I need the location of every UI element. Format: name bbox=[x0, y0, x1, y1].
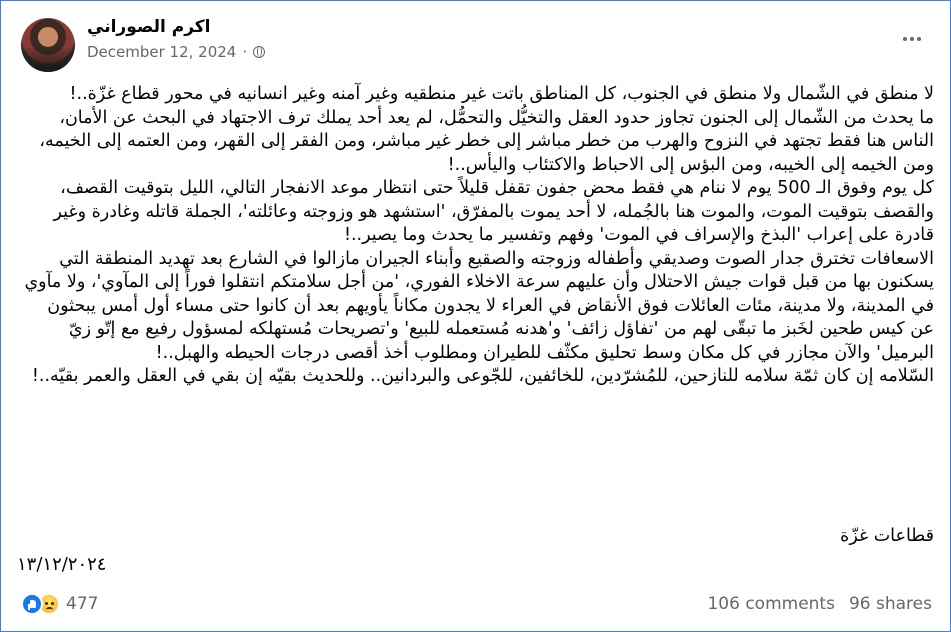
more-icon-dot bbox=[917, 37, 921, 41]
post-signature: قطاعات غزّة bbox=[840, 526, 934, 546]
shares-count[interactable]: 96 shares bbox=[848, 594, 932, 614]
author-block bbox=[87, 17, 265, 61]
more-icon-dot bbox=[903, 37, 907, 41]
post-date[interactable]: December 12, 2024 bbox=[87, 43, 237, 61]
engagement-stats bbox=[707, 594, 932, 614]
reaction-icons bbox=[21, 593, 60, 615]
like-icon bbox=[21, 593, 43, 615]
post-header bbox=[21, 15, 930, 75]
post-meta bbox=[87, 43, 265, 61]
meta-separator: · bbox=[242, 43, 248, 61]
author-name[interactable]: اكرم الصوراني bbox=[87, 17, 211, 37]
reaction-count: 477 bbox=[66, 594, 99, 614]
comments-count[interactable]: 106 comments bbox=[707, 594, 835, 614]
more-options-button[interactable] bbox=[898, 29, 926, 49]
post-text: لا منطق في الشّمال ولا منطق في الجنوب، كل المناطق باتت غير منطقيه وغير آمنه وغير انسانيه في محور قطاع غزّة..! ما يحدث من الشّمال إلى الجنون تجاوز حدود العقل والتخيُّل والتحمُّل، لم يعد أحد يملك ترف الاجتهاد في البحث عن الأمان، الناس هنا فقط تجتهد في النزوح والهرب من خطر مباشر إلى خطر غير مباشر، ومن الفقر إلى القهر، ومن العتمه إلى الخيمه، ومن الخيمه إلى الخيبه، ومن البؤس إلى الاحباط والاكتئاب واليأس..! كل يوم وفوق الـ 500 يوم لا ننام هي فقط محض جفون تقفل قليلاً حتى انتظار موعد الانفجار التالي، الليل بتوقيت القصف، والقصف بتوقيت الموت، والموت هنا بالجُمله، لا أحد يموت بالمفرّق، 'استشهد هو وزوجته وعائلته'، الجملة قاتله وغادرة وغير قادرة على إعراب 'البذخ والإسراف في الموت' وفهم وتفسير ما يحدث وما يصير..! الاسعافات تخترق جدار الصوت وصديقي وأطفاله وزوجته والصقيع وأبناء الجيران مازالوا في الشارع بعد تهديد المنطقة التي يسكنون بها من قبل قوات جيش الاحتلال وأن عليهم سرعة الاخلاء الفوري، 'من أجل سلامتكم انتقلوا فوراً إلى المآوي'، ولا مآوي في المدينة، ولا مدينة، مئات العائلات فوق الأنقاض في العراء لا يجدون مكاناً يأويهم بعد أن كانوا حتى مساء أول أمس يبحثون عن كيس طحين لخَبز ما تبقّى لهم من 'تفاؤل زائف' و'هدنه مُستعمله للبيع' و'تصريحات مُستهلكه لمسؤول رفيع مع إتّو زيّ البرميل' والآن مجازر في كل مكان وسط تحليق مكثّف للطيران ومطلوب أخذ أقصى درجات الحيطه والهبل..! السّلامه إن كان ثمّة سلامه للنازحين، للمُشرّدين، للخائفين، للجّوعى والبردانين.. وللحديث بقيّه إن بقي في العقل والعمر بقيّه..! bbox=[24, 84, 934, 386]
author-avatar[interactable] bbox=[21, 18, 75, 72]
reactions-summary[interactable] bbox=[21, 593, 98, 615]
more-icon-dot bbox=[910, 37, 914, 41]
post-written-date: ١٣/١٢/٢٠٢٤ bbox=[17, 554, 107, 575]
post-footer bbox=[21, 589, 932, 619]
globe-icon[interactable] bbox=[253, 46, 265, 58]
